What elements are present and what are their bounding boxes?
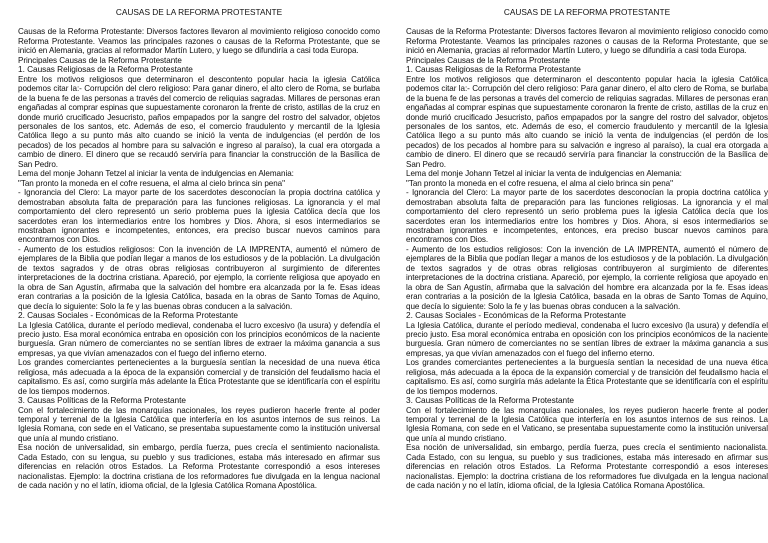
section-heading: 3. Causas Políticas de la Reforma Protestante <box>18 395 186 406</box>
paragraph: La Iglesia Católica, durante el período medieval, condenaba el lucro excesivo (la usura) y defendía el precio justo. Esa moral económica entraba en oposición con los principios económicos de la naciente burguesía. Gran número de comerciantes no se sentían libres de extraer la máxima ganancia a sus empresas, ya que vivían amenazados con el fuego del infierno eterno. <box>18 320 380 358</box>
section-heading: 2. Causas Sociales - Económicas de la Reforma Protestante <box>18 310 238 321</box>
section-heading: 1. Causas Religiosas de la Reforma Protestante <box>406 64 581 75</box>
paragraph: Entre los motivos religiosos que determinaron el descontento popular hacia la iglesia Católica podemos citar la:- Corrupción del clero religioso: Para ganar dinero, el alto clero de Roma, se burlaba de la buena fe de las personas a través del comercio de reliquias sagradas. Millares de personas eran engañadas al comprar espinas que supuestamente coronaron la frente de cristo, astillas de la cruz en donde murió crucificado Jesucristo, paños empapados por la sangre del rostro del salvador, objetos personales de los santos, etc. Además de eso, el comercio fraudulento y mercantil de la Iglesia Católica llego a su punto más alto cuando se inició la venta de indulgencias (el perdón de los pecados) de los pecados al hombre para su salvación e ingreso al paraíso), la cual era otorgada a cambio de dinero. El dinero que se recaudó serviría para financiar la construcción de la Basílica de San Pedro. <box>18 74 380 169</box>
paragraph: Con el fortalecimiento de las monarquías nacionales, los reyes pudieron hacerle frente al poder temporal y terrenal de la Iglesia Católica que interfería en los asuntos internos de sus reinos. La Iglesia Romana, con sede en el Vaticano, se presentaba supuestamente como la institución universal que unía al mundo cristiano. <box>406 405 768 443</box>
document-title: CAUSAS DE LA REFORMA PROTESTANTE <box>503 8 671 17</box>
document-column-right <box>406 8 768 543</box>
paragraph: Esa noción de universalidad, sin embargo, perdía fuerza, pues crecía el sentimiento nacionalista. Cada Estado, con su lengua, su pueblo y sus tradiciones, estaba más interesado en afirmar sus diferencias en relación otros Estados. La Reforma Protestante correspondió a esos intereses nacionalistas. Ejemplo: la doctrina cristiana de los reformadores fue divulgada en la lengua nacional de cada nación y no el latín, idioma oficial, de la Iglesia Católica Romana Apostólica. <box>18 443 380 491</box>
paragraph: Causas de la Reforma Protestante: Diversos factores llevaron al movimiento religioso conocido como Reforma Protestante. Veamos las principales razones o causas de la Reforma Protestante, que se inició en Alemania, gracias al reformador Martín Lutero, y luego se difundiría a casi toda Europa. <box>18 27 380 56</box>
paragraph: Los grandes comerciantes pertenecientes a la burguesía sentían la necesidad de una nueva ética religiosa, más adecuada a la época de la expansión comercial y de transición del feudalismo hacia el capitalismo. Es así, como surgiría más adelante la Ética Protestante que se identificaría con el espíritu de los tiempos modernos. <box>18 358 380 396</box>
paragraph: Lema del monje Johann Tetzel al iniciar la venta de indulgencias en Alemania: <box>18 169 294 179</box>
paragraph: Con el fortalecimiento de las monarquías nacionales, los reyes pudieron hacerle frente al poder temporal y terrenal de la Iglesia Católica que interfería en los asuntos internos de sus reinos. La Iglesia Romana, con sede en el Vaticano, se presentaba supuestamente como la institución universal que unía al mundo cristiano. <box>18 405 380 443</box>
section-heading: Principales Causas de la Reforma Protestante <box>18 55 182 65</box>
quote: "Tan pronto la moneda en el cofre resuena, el alma al cielo brinca sin pena" <box>406 178 673 188</box>
paragraph: Lema del monje Johann Tetzel al iniciar la venta de indulgencias en Alemania: <box>406 169 682 179</box>
paragraph: - Ignorancia del Clero: La mayor parte de los sacerdotes desconocían la propia doctrina católica y demostraban absoluta falta de preparación para las funciones religiosas. La ignorancia y el mal comportamiento del clero representó un serio problema pues la iglesia Católica decía que los sacerdotes eran los intermediarios entre los hombres y Dios. Ahora, si esos intermediarios se mostraban ignorantes e incompetentes, entonces, era preciso buscar nuevos caminos para encontrarnos con Dios. <box>406 188 768 245</box>
document-column-left <box>18 8 380 543</box>
quote: "Tan pronto la moneda en el cofre resuena, el alma al cielo brinca sin pena" <box>18 178 285 188</box>
paragraph: - Aumento de los estudios religiosos: Con la invención de LA IMPRENTA, aumentó el número de ejemplares de la Biblia que podían llegar a manos de los estudiosos y de la población. La divulgación de textos sagrados y de otras obras religiosas contribuyeron al surgimiento de diferentes interpretaciones de la doctrina cristiana. Apareció, por ejemplo, la corriente religiosa que apoyado en la obra de San Agustín, afirmaba que la salvación del hombre era alcanzada por la fe. Esas ideas eran contrarias a la posición de la Iglesia Católica, basada en la obras de Santo Tomas de Aquino, que decía lo siguiente: Solo la fe y las buenas obras conducen a la salvación. <box>18 244 380 311</box>
paragraph: - Ignorancia del Clero: La mayor parte de los sacerdotes desconocían la propia doctrina católica y demostraban absoluta falta de preparación para las funciones religiosas. La ignorancia y el mal comportamiento del clero representó un serio problema pues la iglesia Católica decía que los sacerdotes eran los intermediarios entre los hombres y Dios. Ahora, si esos intermediarios se mostraban ignorantes e incompetentes, entonces, era preciso buscar nuevos caminos para encontrarnos con Dios. <box>18 188 380 245</box>
paragraph: Causas de la Reforma Protestante: Diversos factores llevaron al movimiento religioso conocido como Reforma Protestante. Veamos las principales razones o causas de la Reforma Protestante, que se inició en Alemania, gracias al reformador Martín Lutero, y luego se difundiría a casi toda Europa. <box>406 27 768 56</box>
paragraph: Esa noción de universalidad, sin embargo, perdía fuerza, pues crecía el sentimiento nacionalista. Cada Estado, con su lengua, su pueblo y sus tradiciones, estaba más interesado en afirmar sus diferencias en relación otros Estados. La Reforma Protestante correspondió a esos intereses nacionalistas. Ejemplo: la doctrina cristiana de los reformadores fue divulgada en la lengua nacional de cada nación y no el latín, idioma oficial, de la Iglesia Católica Romana Apostólica. <box>406 443 768 491</box>
section-heading: 2. Causas Sociales - Económicas de la Reforma Protestante <box>406 310 626 321</box>
section-heading: 3. Causas Políticas de la Reforma Protestante <box>406 395 574 406</box>
document-title: CAUSAS DE LA REFORMA PROTESTANTE <box>115 8 283 17</box>
section-heading: Principales Causas de la Reforma Protestante <box>406 55 570 65</box>
paragraph: La Iglesia Católica, durante el período medieval, condenaba el lucro excesivo (la usura) y defendía el precio justo. Esa moral económica entraba en oposición con los principios económicos de la naciente burguesía. Gran número de comerciantes no se sentían libres de extraer la máxima ganancia a sus empresas, ya que vivían amenazados con el fuego del infierno eterno. <box>406 320 768 358</box>
paragraph: Entre los motivos religiosos que determinaron el descontento popular hacia la iglesia Católica podemos citar la:- Corrupción del clero religioso: Para ganar dinero, el alto clero de Roma, se burlaba de la buena fe de las personas a través del comercio de reliquias sagradas. Millares de personas eran engañadas al comprar espinas que supuestamente coronaron la frente de cristo, astillas de la cruz en donde murió crucificado Jesucristo, paños empapados por la sangre del rostro del salvador, objetos personales de los santos, etc. Además de eso, el comercio fraudulento y mercantil de la Iglesia Católica llego a su punto más alto cuando se inició la venta de indulgencias (el perdón de los pecados) de los pecados al hombre para su salvación e ingreso al paraíso), la cual era otorgada a cambio de dinero. El dinero que se recaudó serviría para financiar la construcción de la Basílica de San Pedro. <box>406 74 768 169</box>
section-heading: 1. Causas Religiosas de la Reforma Protestante <box>18 64 193 75</box>
paragraph: - Aumento de los estudios religiosos: Con la invención de LA IMPRENTA, aumentó el número de ejemplares de la Biblia que podían llegar a manos de los estudiosos y de la población. La divulgación de textos sagrados y de otras obras religiosas contribuyeron al surgimiento de diferentes interpretaciones de la doctrina cristiana. Apareció, por ejemplo, la corriente religiosa que apoyado en la obra de San Agustín, afirmaba que la salvación del hombre era alcanzada por la fe. Esas ideas eran contrarias a la posición de la Iglesia Católica, basada en la obras de Santo Tomas de Aquino, que decía lo siguiente: Solo la fe y las buenas obras conducen a la salvación. <box>406 244 768 311</box>
paragraph: Los grandes comerciantes pertenecientes a la burguesía sentían la necesidad de una nueva ética religiosa, más adecuada a la época de la expansión comercial y de transición del feudalismo hacia el capitalismo. Es así, como surgiría más adelante la Ética Protestante que se identificaría con el espíritu de los tiempos modernos. <box>406 358 768 396</box>
